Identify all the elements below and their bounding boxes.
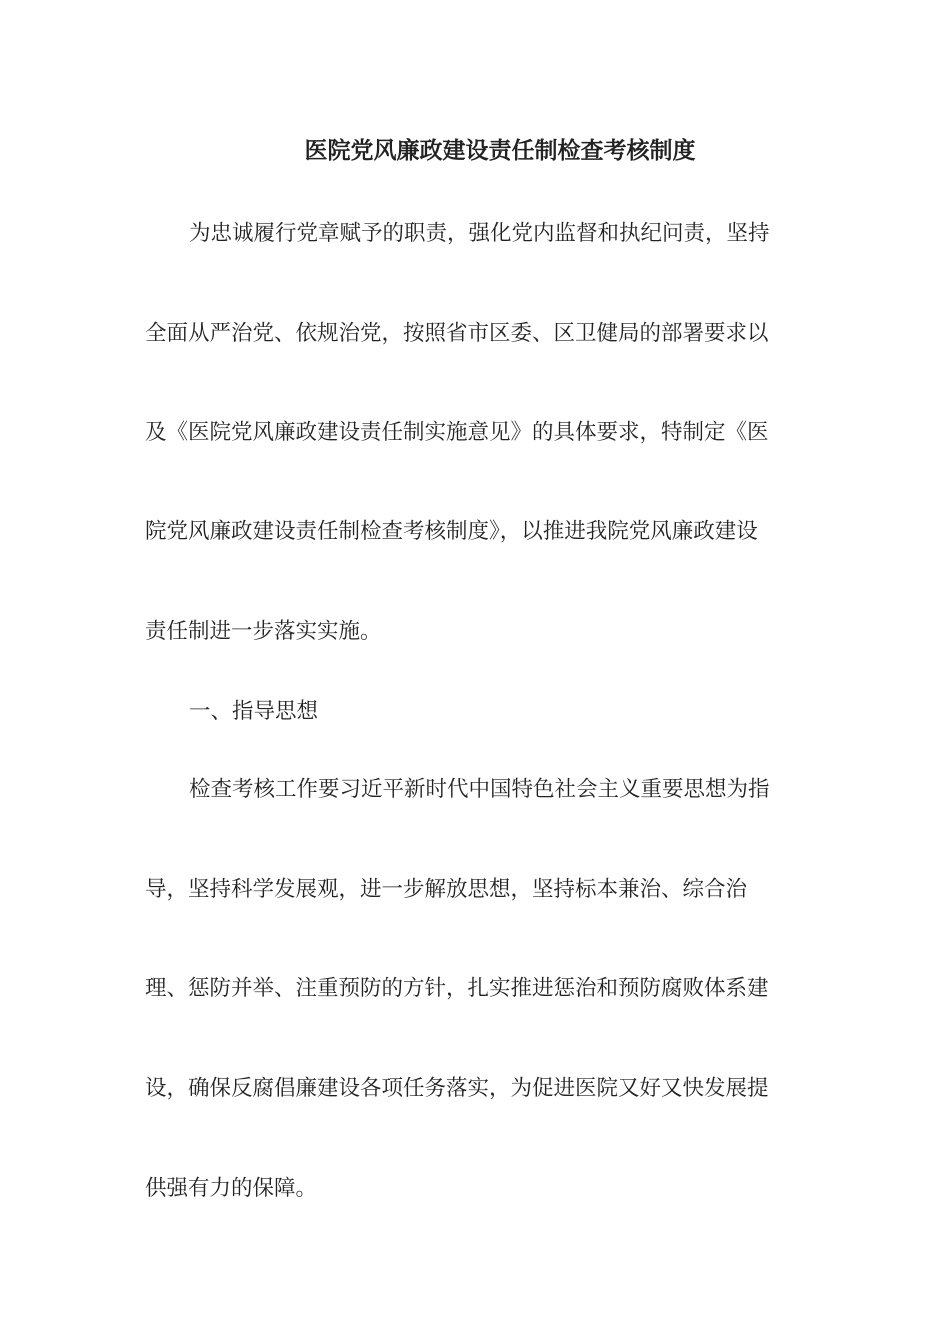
paragraph-1-line-3: 及《医院党风廉政建设责任制实施意见》的具体要求，特制定《医 bbox=[145, 420, 769, 445]
paragraph-2-line-3: 理、惩防并举、注重预防的方针，扎实推进惩治和预防腐败体系建 bbox=[145, 976, 769, 1001]
paragraph-2-line-2: 导，坚持科学发展观，进一步解放思想，坚持标本兼治、综合治 bbox=[145, 877, 748, 902]
paragraph-1-line-4: 院党风廉政建设责任制检查考核制度》，以推进我院党风廉政建设 bbox=[145, 519, 758, 544]
paragraph-2-line-1: 检查考核工作要习近平新时代中国特色社会主义重要思想为指 bbox=[189, 777, 770, 802]
section-heading-guiding-ideology: 一、指导思想 bbox=[189, 699, 319, 724]
document-title: 医院党风廉政建设责任制检查考核制度 bbox=[304, 138, 696, 164]
paragraph-1-line-2: 全面从严治党、依规治党，按照省市区委、区卫健局的部署要求以 bbox=[145, 321, 769, 346]
paragraph-2-line-5: 供强有力的保障。 bbox=[145, 1176, 318, 1201]
paragraph-2-line-4: 设，确保反腐倡廉建设各项任务落实，为促进医院又好又快发展提 bbox=[145, 1076, 769, 1101]
paragraph-1-line-5: 责任制进一步落实实施。 bbox=[145, 619, 382, 644]
paragraph-1-line-1: 为忠诚履行党章赋予的职责，强化党内监督和执纪问责，坚持 bbox=[189, 221, 770, 246]
